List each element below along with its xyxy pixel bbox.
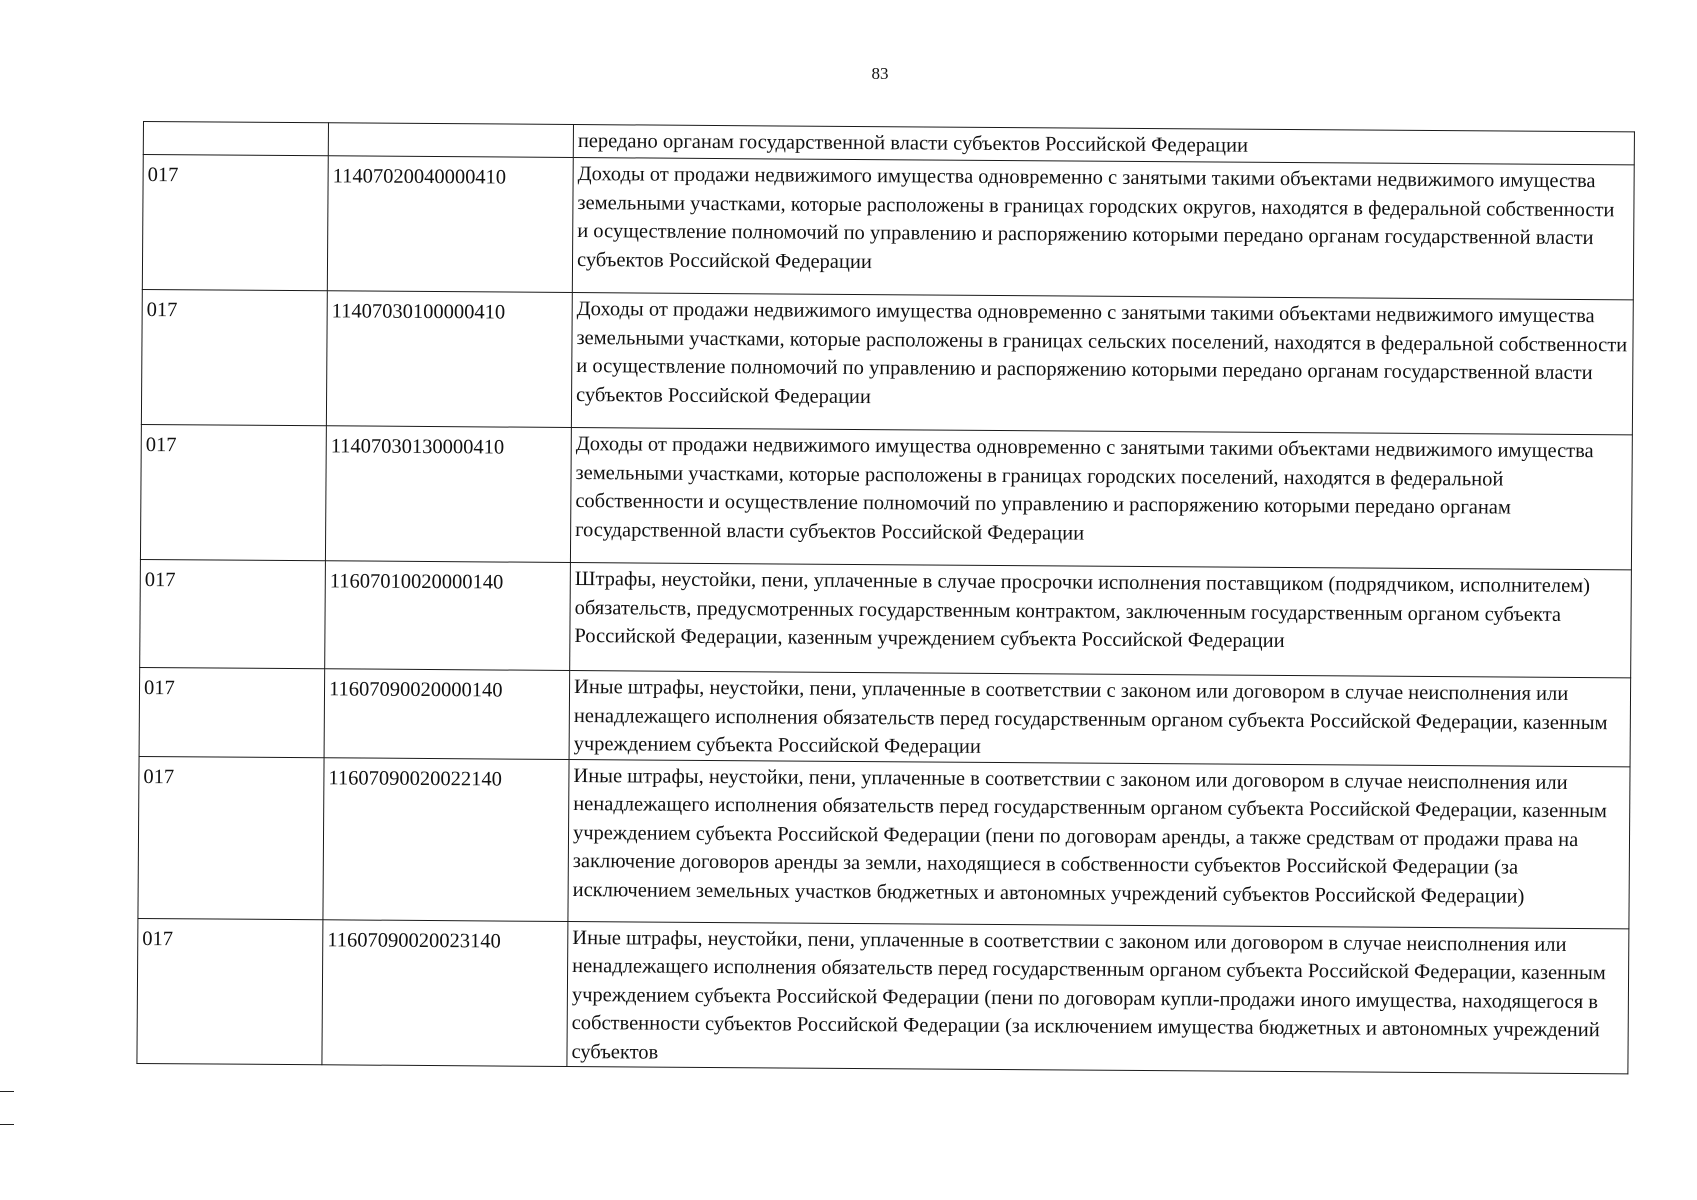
table-row bbox=[138, 756, 1630, 928]
description-cell: Иные штрафы, неустойки, пени, уплаченные в соответствии с законом или договором в случае неисполнения или ненадлежащего исполнения обязательств перед государственным органом субъекта Российской Федерации, казенным учреждением субъекта Российской Федерации bbox=[569, 670, 1631, 766]
budget-code-cell: 11607090020022140 bbox=[323, 757, 569, 921]
budget-code-cell: 11607090020000140 bbox=[324, 669, 570, 759]
description-cell: Штрафы, неустойки, пени, уплаченные в случае просрочки исполнения поставщиком (подрядчиком, исполнителем) обязательств, предусмотренных государственным контрактом, заключенным государственным органом субъекта Российской Федерации, казенным учреждением субъекта Российской Федерации bbox=[570, 562, 1632, 677]
budget-code-cell: 11407030130000410 bbox=[325, 426, 571, 563]
description-cell: передано органам государственной власти субъектов Российской Федерации bbox=[573, 125, 1634, 165]
description-cell: Доходы от продажи недвижимого имущества одновременно с занятыми такими объектами недвижимого имущества земельными участками, которые расположены в границах сельских поселений, находятся в федеральной собственности и осуществление полномочий по управлению и распоряжению которыми передано органам государственной власти субъектов Российской Федерации bbox=[571, 293, 1633, 435]
admin-code-cell: 017 bbox=[138, 756, 324, 919]
table-row bbox=[141, 289, 1633, 434]
admin-code-cell: 017 bbox=[139, 667, 325, 757]
budget-code-cell: 11607010020000140 bbox=[325, 561, 571, 671]
admin-code-cell: 017 bbox=[141, 289, 327, 425]
revenue-codes-table bbox=[136, 121, 1635, 1074]
description-cell: Доходы от продажи недвижимого имущества одновременно с занятыми такими объектами недвижимого имущества земельными участками, которые расположены в границах городских поселений, находятся в федеральной собственности и осуществление полномочий по управлению и распоряжению которыми передано органам государственной власти субъектов Российской Федерации bbox=[570, 427, 1632, 569]
scan-margin-mark bbox=[0, 1124, 14, 1125]
scan-margin-mark bbox=[0, 1091, 14, 1092]
budget-code-cell: 11607090020023140 bbox=[322, 919, 568, 1066]
description-cell: Доходы от продажи недвижимого имущества одновременно с занятыми такими объектами недвижимого имущества земельными участками, которые расположены в границах городских округов, находятся в федеральной собственности и осуществление полномочий по управлению и распоряжению которыми передано органам государственной власти субъектов Российской Федерации bbox=[572, 158, 1634, 300]
admin-code-cell: 017 bbox=[142, 155, 328, 291]
table-row bbox=[140, 559, 1632, 677]
description-cell: Иные штрафы, неустойки, пени, уплаченные в соответствии с законом или договором в случае неисполнения или ненадлежащего исполнения обязательств перед государственным органом субъекта Российской Федерации, казенным учреждением субъекта Российской Федерации (пени по договорам аренды, а также средствам от продажи права на заключение договоров аренды за земли, находящиеся в собственности субъектов Российской Федерации (за исключением земельных участков бюджетных и автономных учреждений субъектов Российской Федерации) bbox=[568, 759, 1630, 928]
table-row bbox=[137, 918, 1629, 1074]
budget-code-cell: 11407020040000410 bbox=[327, 156, 573, 293]
table-row bbox=[142, 155, 1634, 300]
page-number: 83 bbox=[871, 64, 889, 83]
admin-code-cell bbox=[143, 122, 328, 156]
description-cell: Иные штрафы, неустойки, пени, уплаченные в соответствии с законом или договором в случае неисполнения или ненадлежащего исполнения обязательств перед государственным органом субъекта Российской Федерации, казенным учреждением субъекта Российской Федерации (пени по договорам купли-продажи иного имущества, находящегося в собственности субъектов Российской Федерации (за исключением имущества бюджетных и автономных учреждений субъектов bbox=[567, 921, 1629, 1074]
table-row bbox=[140, 424, 1632, 569]
budget-code-cell bbox=[328, 123, 573, 158]
admin-code-cell: 017 bbox=[137, 918, 323, 1065]
budget-code-cell: 11407030100000410 bbox=[326, 291, 572, 428]
admin-code-cell: 017 bbox=[140, 559, 326, 668]
table-row bbox=[139, 667, 1631, 766]
admin-code-cell: 017 bbox=[140, 424, 326, 560]
